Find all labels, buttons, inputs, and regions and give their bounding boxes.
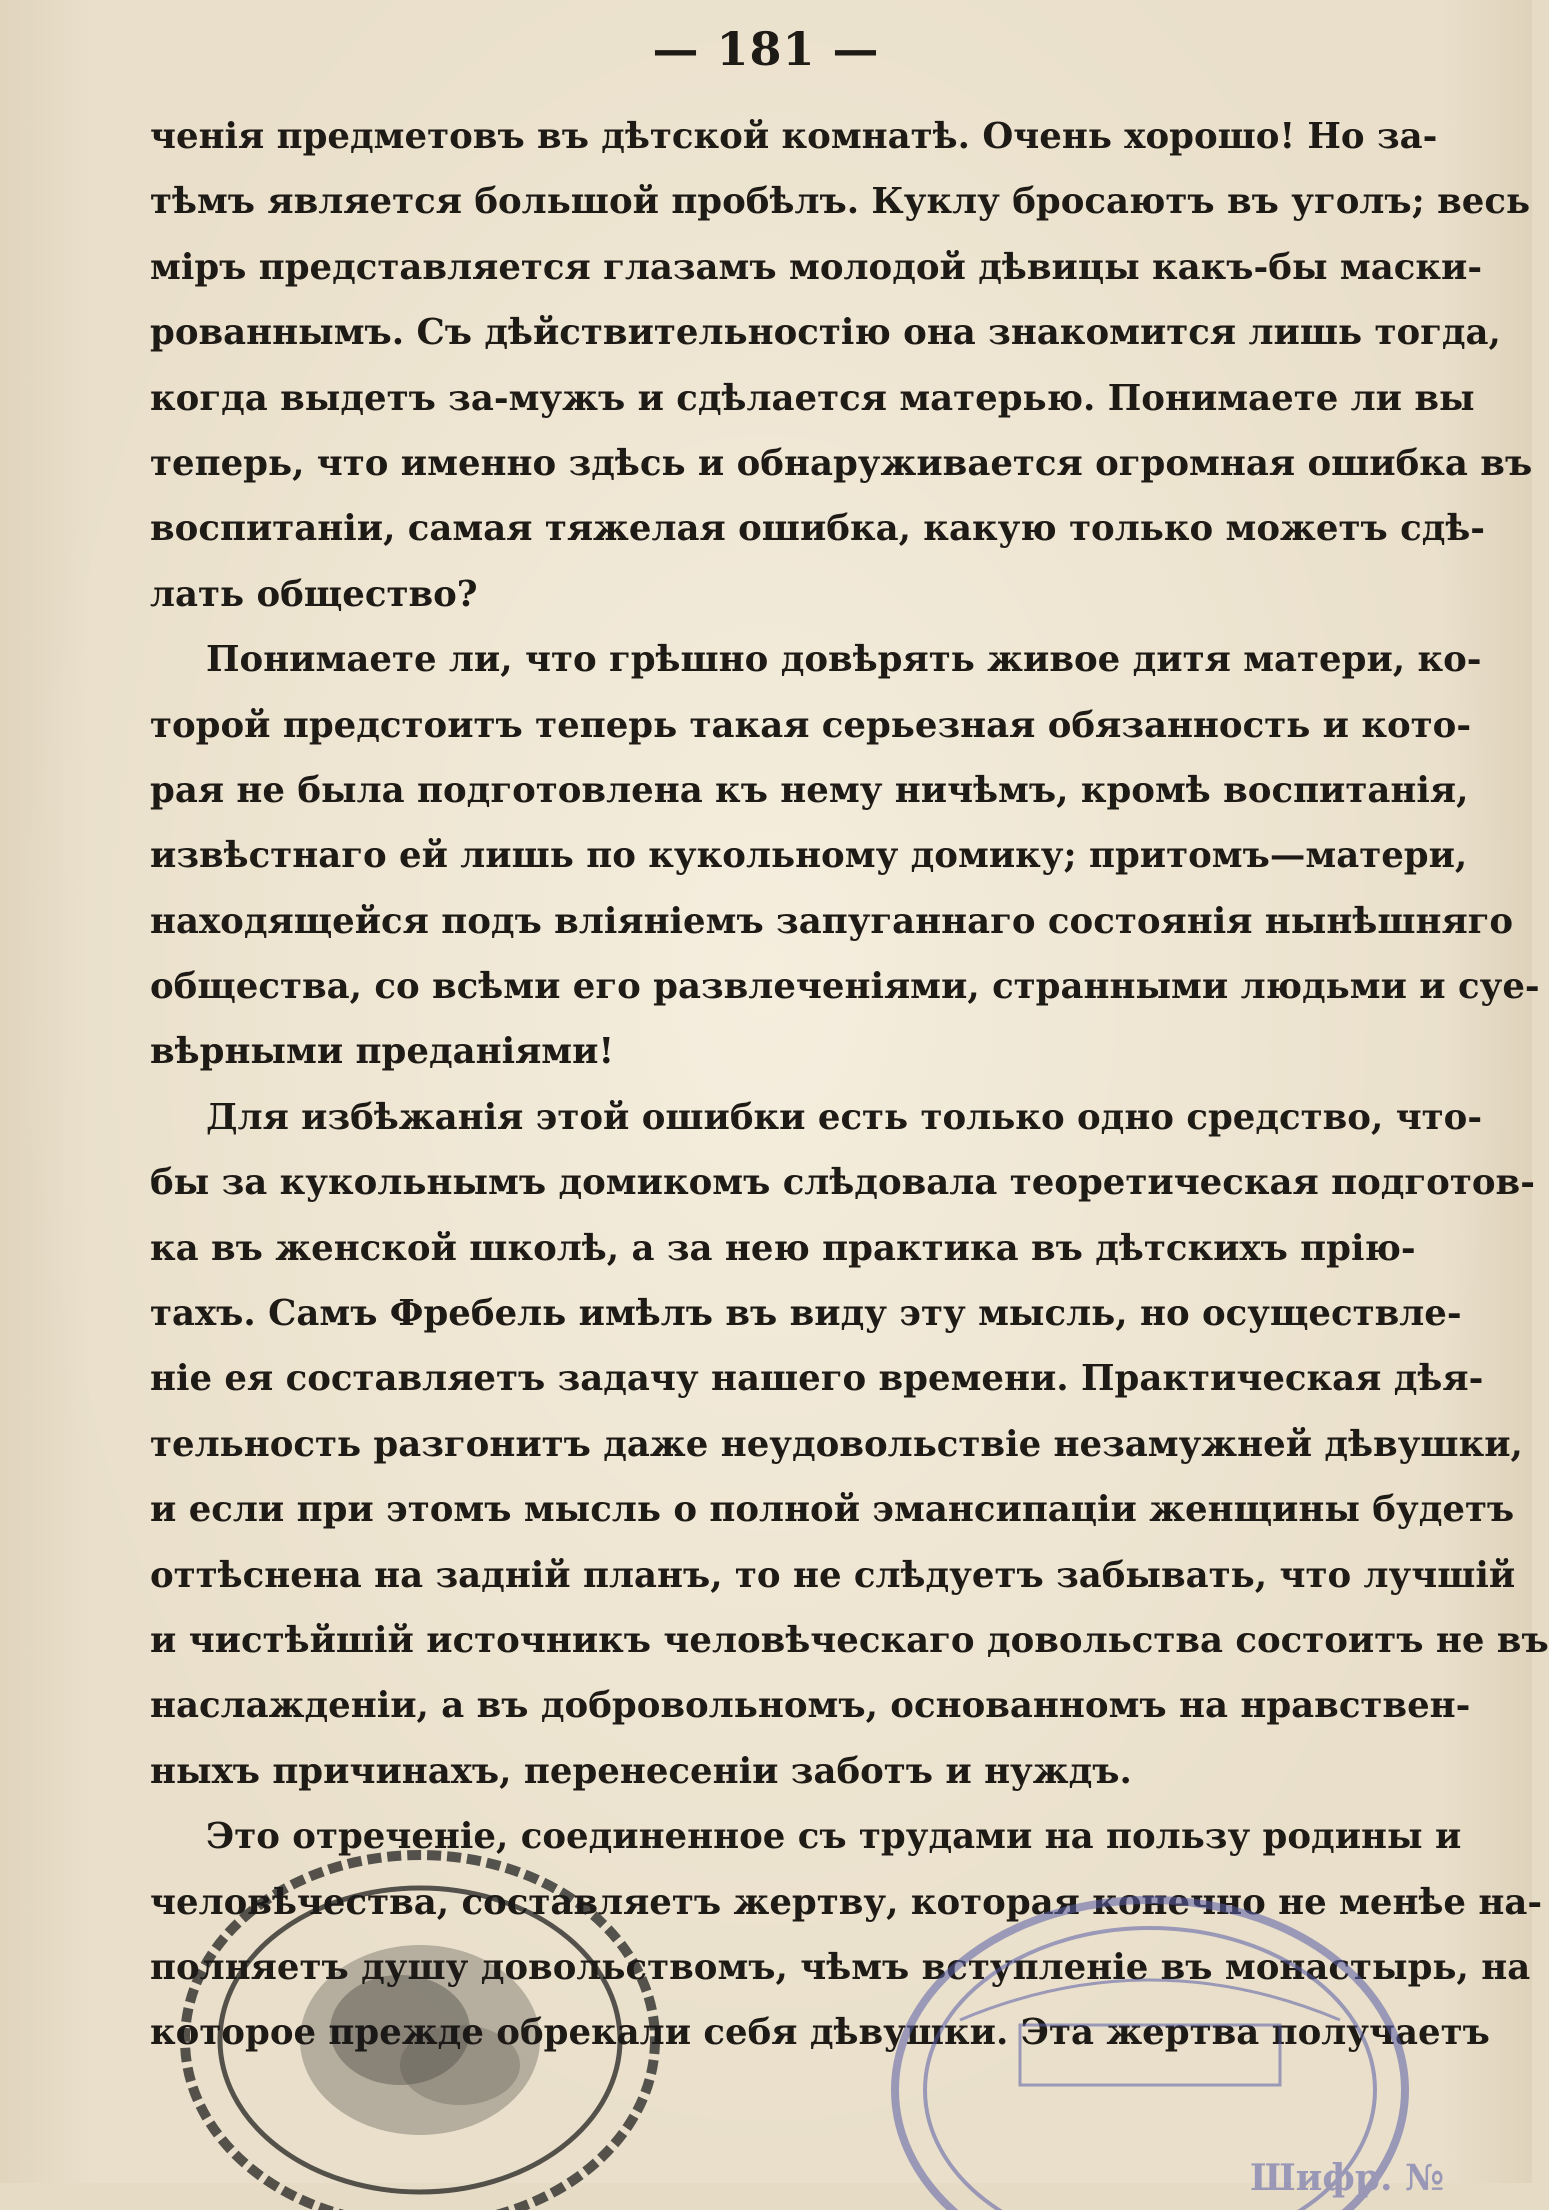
text-line: общества, со всѣми его развлеченіями, странными людьми и суе- bbox=[150, 966, 1540, 1008]
text-body bbox=[150, 104, 1549, 2066]
text-line: бы за кукольнымъ домикомъ слѣдовала теоретическая подготов- bbox=[150, 1162, 1535, 1204]
text-line: ка въ женской школѣ, а за нею практика въ дѣтскихъ прію- bbox=[150, 1227, 1416, 1269]
text-line: и чистѣйшій источникъ человѣческаго довольства состоитъ не въ bbox=[150, 1619, 1549, 1661]
text-line: лать общество? bbox=[150, 573, 478, 615]
text-line: воспитаніи, самая тяжелая ошибка, какую только можетъ сдѣ- bbox=[150, 508, 1486, 550]
text-line: тахъ. Самъ Фребель имѣлъ въ виду эту мысль, но осуществле- bbox=[150, 1293, 1462, 1335]
paragraph-start-line: Это отреченіе, соединенное съ трудами на пользу родины и bbox=[206, 1816, 1462, 1858]
text-line: человѣчества, составляетъ жертву, которая конечно не менѣе на- bbox=[150, 1881, 1543, 1923]
text-line: и если при этомъ мысль о полной эмансипаціи женщины будетъ bbox=[150, 1489, 1515, 1531]
text-line: находящейся подъ вліяніемъ запуганнаго состоянія нынѣшняго bbox=[150, 900, 1514, 942]
text-line: тѣмъ является большой пробѣлъ. Куклу бросаютъ въ уголъ; весь bbox=[150, 181, 1531, 223]
text-line: наслажденіи, а въ добровольномъ, основанномъ на нравствен- bbox=[150, 1685, 1471, 1727]
text-line: ныхъ причинахъ, перенесеніи заботъ и нуждъ. bbox=[150, 1750, 1132, 1792]
text-line: ніе ея составляетъ задачу нашего времени. Практическая дѣя- bbox=[150, 1358, 1484, 1400]
text-line: тельность разгонитъ даже неудовольствіе незамужней дѣвушки, bbox=[150, 1423, 1523, 1465]
text-line: рованнымъ. Съ дѣйствительностію она знакомится лишь тогда, bbox=[150, 312, 1501, 354]
text-line: которое прежде обрекали себя дѣвушки. Эта жертва получаетъ bbox=[150, 2012, 1490, 2054]
text-line: когда выдетъ за-мужъ и сдѣлается матерью. Понимаете ли вы bbox=[150, 377, 1475, 419]
text-line: теперь, что именно здѣсь и обнаруживается огромная ошибка въ bbox=[150, 442, 1533, 484]
paragraph-start-line: Для избѣжанія этой ошибки есть только одно средство, что- bbox=[206, 1096, 1483, 1138]
text-line: міръ представляется глазамъ молодой дѣвицы какъ-бы маски- bbox=[150, 246, 1483, 288]
paragraph-start-line: Понимаете ли, что грѣшно довѣрять живое дитя матери, ко- bbox=[206, 639, 1482, 681]
text-line: рая не была подготовлена къ нему ничѣмъ, кромѣ воспитанія, bbox=[150, 769, 1469, 811]
text-line: полняетъ душу довольствомъ, чѣмъ вступленіе въ монастырь, на bbox=[150, 1946, 1531, 1988]
text-line: торой предстоитъ теперь такая серьезная обязанность и кото- bbox=[150, 704, 1472, 746]
text-line: извѣстнаго ей лишь по кукольному домику; притомъ—матери, bbox=[150, 835, 1468, 877]
stamp-text: Шифр. № bbox=[1250, 2157, 1445, 2199]
text-line: ченія предметовъ въ дѣтской комнатѣ. Очень хорошо! Но за- bbox=[150, 116, 1438, 157]
text-line: вѣрными преданіями! bbox=[150, 1031, 615, 1073]
page-number: — 181 — bbox=[652, 22, 880, 76]
text-line: оттѣснена на задній планъ, то не слѣдуетъ забывать, что лучшій bbox=[150, 1554, 1516, 1596]
